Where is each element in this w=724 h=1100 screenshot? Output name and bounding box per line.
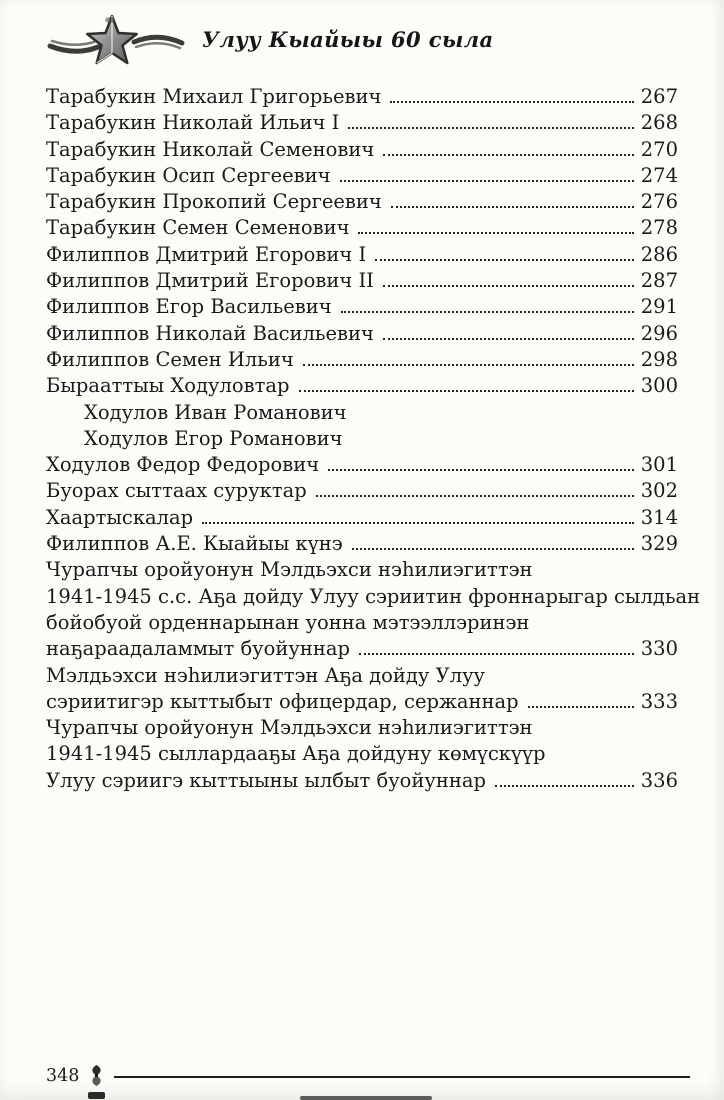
- toc-entry-text: Филиппов Дмитрий Егорович II: [46, 269, 374, 293]
- toc-entry: [46, 347, 678, 373]
- dot-leader: [359, 653, 634, 655]
- toc-entry: [46, 215, 678, 241]
- dot-leader: [348, 127, 633, 129]
- toc-entry-text: Филиппов А.Е. Кыайыы күнэ: [46, 532, 343, 556]
- toc-entry-text: Филиппов Семен Ильич: [46, 347, 294, 371]
- toc-entry-text: Чурапчы оройуонун Мэлдьэхси нэһилиэгиттэн: [46, 558, 533, 582]
- toc-entry: [46, 268, 678, 294]
- dot-leader: [352, 548, 634, 550]
- toc-line: [46, 373, 678, 399]
- toc-entry-text: Филиппов Егор Васильевич: [46, 295, 332, 319]
- footer-page-number: 348: [46, 1065, 80, 1086]
- toc-entry: [46, 373, 678, 399]
- toc-entry-text: Мэлдьэхси нэһилиэгиттэн Аҕа дойду Улуу: [46, 663, 486, 687]
- dot-leader: [390, 101, 633, 103]
- toc-entry: [46, 321, 678, 347]
- toc-page-number: 329: [640, 532, 678, 556]
- toc-entry: [46, 163, 678, 189]
- page-header: [46, 10, 678, 72]
- scan-artifact: [300, 1096, 432, 1100]
- toc-page-number: 333: [640, 689, 678, 713]
- toc-page-number: 268: [640, 111, 678, 135]
- toc-entry: [46, 84, 678, 110]
- dot-leader: [383, 154, 634, 156]
- toc-entry: [46, 189, 678, 215]
- toc-line: [46, 505, 678, 531]
- dot-leader: [340, 180, 634, 182]
- toc-entry-text: Филиппов Николай Васильевич: [46, 321, 374, 345]
- dot-leader: [316, 495, 634, 497]
- toc-entry-text: Ходулов Иван Романович: [84, 400, 347, 424]
- toc-line: [46, 294, 678, 320]
- fleuron-ornament-icon: [88, 1064, 105, 1087]
- toc-line: [46, 137, 678, 163]
- footer-rule: [114, 1076, 690, 1078]
- toc-line: [46, 478, 678, 504]
- toc-entry-text: Улуу сэриигэ кыттыыны ылбыт буойуннар: [46, 768, 486, 792]
- toc-page-number: 278: [640, 216, 678, 240]
- dot-leader: [328, 469, 634, 471]
- toc-line: [46, 110, 678, 136]
- dot-leader: [299, 390, 634, 392]
- toc-page-number: 336: [640, 768, 678, 792]
- dot-leader: [341, 311, 634, 313]
- toc-line: [46, 321, 678, 347]
- toc-line: [46, 215, 678, 241]
- toc-entry-text: Тарабукин Семен Семенович: [46, 216, 350, 240]
- toc-line: [46, 663, 678, 689]
- toc-entry-text: Хаартыскалар: [46, 505, 194, 529]
- toc-entry: [46, 400, 678, 426]
- star-ornament-icon: [46, 12, 186, 70]
- toc-line: [46, 163, 678, 189]
- toc-entry-text: Бырааттыы Ходуловтар: [46, 374, 290, 398]
- toc-page-number: 274: [640, 163, 678, 187]
- toc-line: [46, 610, 678, 636]
- dot-leader: [358, 232, 633, 234]
- toc-entry-text: 1941-1945 сыллардааҕы Аҕа дойдуну көмүскүүр: [46, 742, 546, 766]
- toc-line: [46, 768, 678, 794]
- dot-leader: [383, 338, 634, 340]
- page-footer: [46, 1064, 690, 1087]
- toc-entry-text: Филиппов Дмитрий Егорович I: [46, 242, 367, 266]
- toc-entry-text: бойобуой орденнарынан уонна мэтээллэринэн: [46, 610, 530, 634]
- toc-entry: [46, 137, 678, 163]
- toc-entry-text: наҕараадаламмыт буойуннар: [46, 637, 350, 661]
- dot-leader: [202, 522, 634, 524]
- dot-leader: [391, 206, 634, 208]
- toc-page-number: 296: [640, 321, 678, 345]
- toc-page-number: 287: [640, 269, 678, 293]
- toc-line: [46, 715, 678, 741]
- toc-entry: [46, 294, 678, 320]
- toc-entry-text: Тарабукин Николай Ильич I: [46, 111, 340, 135]
- dot-leader: [495, 785, 634, 787]
- toc-page-number: 286: [640, 242, 678, 266]
- toc-line: [46, 84, 678, 110]
- toc-line: [46, 400, 678, 426]
- toc-list: [46, 84, 701, 794]
- toc-entry-text: Тарабукин Прокопий Сергеевич: [46, 190, 382, 214]
- toc-entry-text: 1941-1945 с.с. Аҕа дойду Улуу сэриитин фроннарыгар сылдьан: [46, 584, 701, 608]
- toc-page-number: 276: [640, 190, 678, 214]
- toc-entry: [46, 242, 678, 268]
- toc-page-number: 267: [640, 85, 678, 108]
- dot-leader: [375, 259, 634, 261]
- toc-line: [46, 347, 678, 373]
- toc-page-number: 270: [640, 137, 678, 161]
- toc-line: [46, 557, 678, 583]
- toc-page-number: 300: [640, 374, 678, 398]
- dot-leader: [383, 285, 634, 287]
- toc-entry: [46, 452, 678, 478]
- toc-line: [46, 242, 678, 268]
- toc-entry: [46, 557, 701, 662]
- toc-line: [46, 741, 678, 767]
- toc-entry: [46, 715, 678, 794]
- toc-page-number: 298: [640, 347, 678, 371]
- toc-line: [46, 636, 678, 662]
- toc-line: [46, 189, 678, 215]
- toc-line: [46, 584, 701, 610]
- toc-entry-text: Ходулов Егор Романович: [84, 426, 343, 450]
- dot-leader: [528, 706, 634, 708]
- toc-line: [46, 452, 678, 478]
- page-title: Улуу Кыайыы 60 сыла: [202, 26, 494, 52]
- toc-entry-text: сэриитигэр кыттыбыт офицердар, сержаннар: [46, 689, 519, 713]
- toc-entry: [46, 505, 678, 531]
- toc-entry: [46, 663, 678, 716]
- dot-leader: [303, 364, 634, 366]
- toc-entry: [46, 531, 678, 557]
- toc-entry-text: Чурапчы оройуонун Мэлдьэхси нэһилиэгиттэн: [46, 716, 533, 740]
- toc-page-number: 314: [640, 505, 678, 529]
- toc-page-number: 291: [640, 295, 678, 319]
- toc-page-number: 330: [640, 637, 678, 661]
- toc-line: [46, 689, 678, 715]
- toc-entry-text: Ходулов Федор Федорович: [46, 453, 320, 477]
- toc-entry: [46, 478, 678, 504]
- toc-entry: [46, 426, 678, 452]
- toc-entry-text: Тарабукин Михаил Григорьевич: [46, 85, 382, 108]
- toc-entry-text: Тарабукин Николай Семенович: [46, 137, 375, 161]
- toc-line: [46, 426, 678, 452]
- toc-page-number: 302: [640, 479, 678, 503]
- toc-line: [46, 531, 678, 557]
- scan-artifact: [88, 1092, 105, 1099]
- toc-entry: [46, 110, 678, 136]
- toc-entry-text: Буорах сыттаах суруктар: [46, 479, 307, 503]
- toc-page-number: 301: [640, 453, 678, 477]
- toc-line: [46, 268, 678, 294]
- toc-entry-text: Тарабукин Осип Сергеевич: [46, 163, 331, 187]
